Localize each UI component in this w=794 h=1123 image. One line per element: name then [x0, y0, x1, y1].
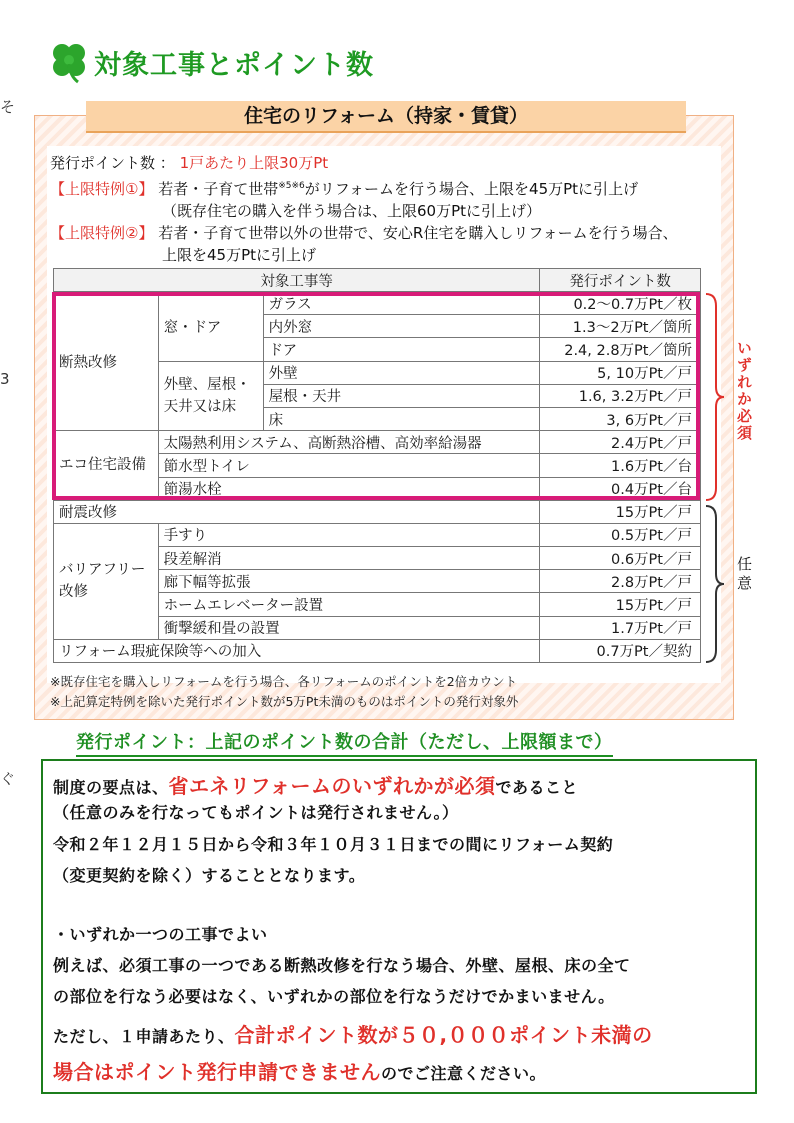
- optional-brace-icon: [704, 504, 726, 664]
- heading-title: 対象工事とポイント数: [94, 49, 374, 81]
- box-line-8a: ただし、１申請あたり、: [53, 1027, 235, 1046]
- row-item: ドア: [263, 338, 540, 361]
- row-points: 15万Pt／戸: [540, 500, 701, 523]
- row-points: 5, 10万Pt／戸: [540, 361, 701, 384]
- box-line-8b: 合計ポイント数が５０,０００ポイント未満の: [234, 1023, 653, 1047]
- box-line-7: の部位を行なう必要はなく、いずれかの部位を行なうだけでかまいません。: [53, 987, 615, 1006]
- row-points: 0.5万Pt／戸: [540, 523, 701, 546]
- edge-fragment-1: そ: [0, 98, 16, 116]
- box-line-9a: 場合はポイント発行申請できません: [53, 1060, 381, 1084]
- group-barrier: バリアフリー改修: [54, 523, 159, 639]
- row-item: 外壁: [263, 361, 540, 384]
- note-1: ※既存住宅を購入しリフォームを行う場合、各リフォームのポイントを2倍カウント: [50, 674, 518, 689]
- row-points: 15万Pt／戸: [540, 593, 701, 616]
- row-points: 1.3～2万Pt／箇所: [540, 315, 701, 338]
- box-line-6: 例えば、必須工事の一つである断熱改修を行なう場合、外壁、屋根、床の全て: [53, 956, 631, 975]
- special-1-tag: 【上限特例①】: [50, 180, 154, 198]
- row-points: 1.6, 3.2万Pt／戸: [540, 384, 701, 407]
- edge-fragment-3: ぐ: [0, 770, 16, 788]
- row-item: 太陽熱利用システム、高断熱浴槽、高効率給湯器: [158, 431, 540, 454]
- table-row: [54, 500, 701, 523]
- header-points: 発行ポイント数: [540, 269, 701, 292]
- row-points: 0.7万Pt／契約: [540, 639, 701, 662]
- box-line-3: 令和２年１２月１５日から令和３年１０月３１日までの間にリフォーム契約: [53, 835, 614, 854]
- box-line-1a: 制度の要点は、: [53, 778, 169, 797]
- sub-mado: 窓・ドア: [158, 292, 263, 362]
- row-points: 0.4万Pt／台: [540, 477, 701, 500]
- special-2-line1: [50, 222, 678, 243]
- group-eco: エコ住宅設備: [54, 431, 159, 501]
- special-2-text: 若者・子育て世帯以外の世帯で、安心R住宅を購入しリフォームを行う場合、: [158, 224, 678, 242]
- required-brace-icon: [704, 292, 726, 502]
- table-header: [54, 269, 701, 292]
- group-dannetsu: 断熱改修: [54, 292, 159, 431]
- required-highlight-box: [52, 292, 700, 500]
- special-2-line2: 上限を45万Ptに引上げ: [162, 246, 317, 264]
- summary-heading: 発行ポイント：上記のポイント数の合計（ただし、上限額まで）: [76, 728, 613, 757]
- row-item: ガラス: [263, 292, 540, 315]
- row-item: 段差解消: [158, 547, 540, 570]
- special-1-text-a: 若者・子育て世帯: [158, 180, 279, 198]
- row-points: 2.8万Pt／戸: [540, 570, 701, 593]
- optional-label: 任意: [735, 556, 753, 594]
- clover-icon: [48, 40, 90, 84]
- issue-points: [50, 152, 328, 173]
- box-line-1: [53, 770, 578, 799]
- box-line-4: （変更契約を除く）することとなります。: [53, 866, 366, 885]
- table-row: [54, 523, 701, 546]
- box-line-1c: であること: [495, 778, 579, 797]
- row-item: 節水型トイレ: [158, 454, 540, 477]
- row-item: ホームエレベーター設置: [158, 593, 540, 616]
- row-item: 衝撃緩和畳の設置: [158, 616, 540, 639]
- sub-gaiheki: 外壁、屋根・天井又は床: [158, 361, 263, 431]
- issue-label: 発行ポイント数 ：: [50, 154, 175, 172]
- note-2: ※上記算定特例を除いた発行ポイント数が5万Pt未満のものはポイントの発行対象外: [50, 694, 519, 709]
- row-item: 内外窓: [263, 315, 540, 338]
- row-item: 手すり: [158, 523, 540, 546]
- row-item: リフォーム瑕疵保険等への加入: [54, 639, 540, 662]
- edge-fragment-2: 3: [0, 370, 10, 388]
- row-points: 0.2～0.7万Pt／枚: [540, 292, 701, 315]
- special-1-line1: [50, 178, 638, 199]
- row-points: 1.7万Pt／戸: [540, 616, 701, 639]
- row-points: 1.6万Pt／台: [540, 454, 701, 477]
- row-item: 屋根・天井: [263, 384, 540, 407]
- box-line-1b: 省エネリフォームのいずれかが必須: [168, 774, 496, 798]
- issue-value: 1戸あたり上限30万Pt: [179, 154, 329, 172]
- row-points: 2.4万Pt／戸: [540, 431, 701, 454]
- required-label: いずれか必須: [735, 340, 753, 442]
- row-item: 節湯水栓: [158, 477, 540, 500]
- header-work: 対象工事等: [54, 269, 540, 292]
- row-item: 廊下幅等拡張: [158, 570, 540, 593]
- section-heading: [48, 40, 374, 84]
- box-line-9b: のでご注意ください。: [381, 1064, 547, 1083]
- box-line-9: [53, 1056, 546, 1085]
- row-points: 0.6万Pt／戸: [540, 547, 701, 570]
- special-1-line2: （既存住宅の購入を伴う場合は、上限60万Ptに引上げ）: [162, 202, 542, 220]
- row-item: 床: [263, 407, 540, 430]
- table-row: [54, 639, 701, 662]
- row-points: 2.4, 2.8万Pt／箇所: [540, 338, 701, 361]
- panel-title: 住宅のリフォーム（持家・賃貸）: [86, 101, 686, 133]
- box-line-2: （任意のみを行なってもポイントは発行されません。）: [53, 803, 459, 822]
- row-points: 3, 6万Pt／戸: [540, 407, 701, 430]
- box-line-5: ・いずれか一つの工事でよい: [53, 925, 268, 944]
- special-1-text-b: がリフォームを行う場合、上限を45万Ptに引上げ: [304, 180, 639, 198]
- box-line-8: [53, 1019, 653, 1048]
- special-1-sup: ※5※6: [278, 181, 305, 191]
- special-2-tag: 【上限特例②】: [50, 224, 154, 242]
- row-item: 耐震改修: [54, 500, 540, 523]
